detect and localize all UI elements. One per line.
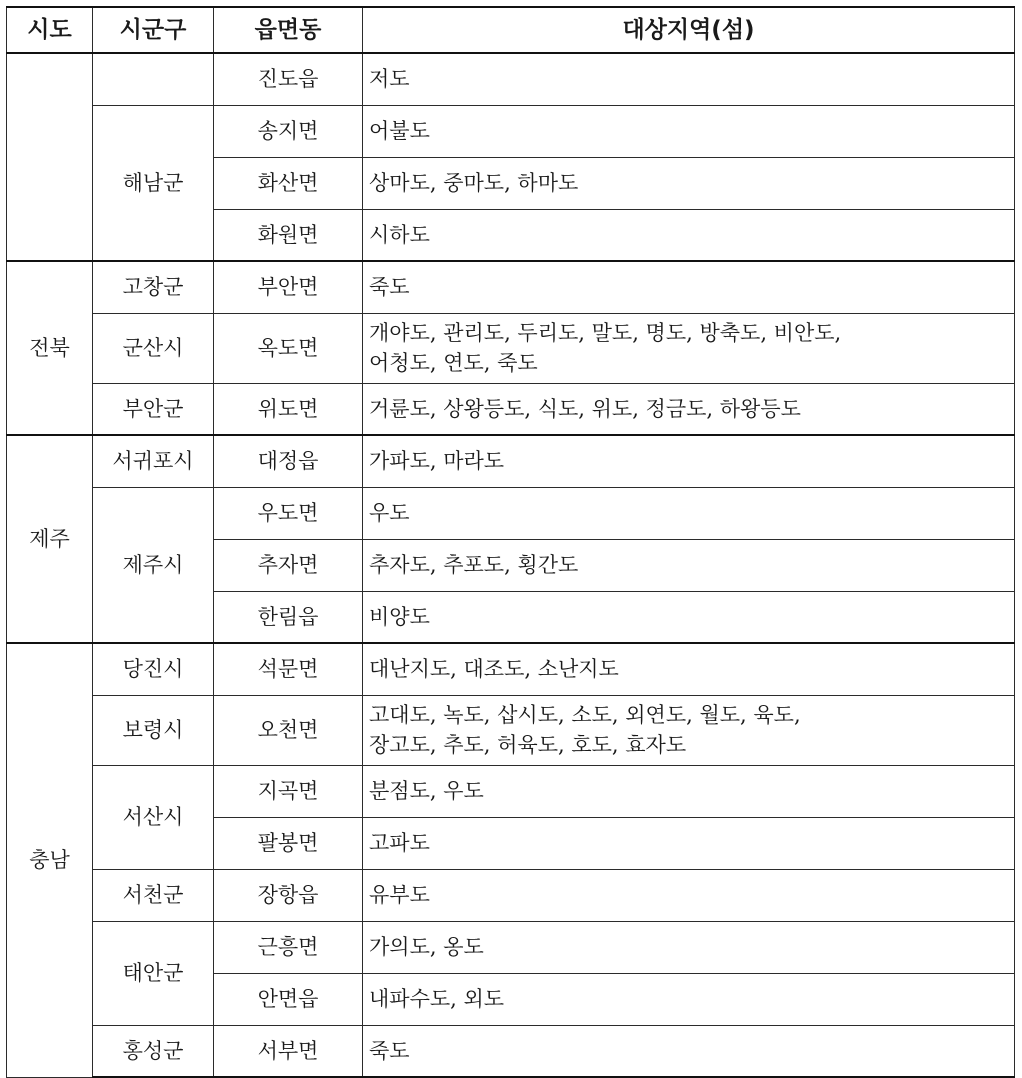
header-sigungu: 시군구: [93, 7, 214, 53]
table-row: [7, 765, 1015, 817]
table-row: [7, 921, 1015, 973]
table-row: [7, 1025, 1015, 1077]
target-area-cell: 우도: [363, 487, 1015, 539]
eupmyeondong-cell: 화원면: [214, 209, 363, 261]
target-area-line: 장고도, 추도, 허육도, 호도, 효자도: [369, 733, 687, 757]
eupmyeondong-cell: 안면읍: [214, 973, 363, 1025]
table-row: [7, 435, 1015, 487]
target-area-cell: 상마도, 중마도, 하마도: [363, 157, 1015, 209]
header-eupmyeondong: 읍면동: [214, 7, 363, 53]
sigungu-cell: 태안군: [93, 921, 214, 1025]
eupmyeondong-cell: 부안면: [214, 261, 363, 313]
sido-cell: 제주: [7, 435, 93, 643]
table-row: [7, 313, 1015, 383]
target-area-cell: 죽도: [363, 1025, 1015, 1077]
target-area-cell: 저도: [363, 53, 1015, 105]
target-area-cell: [363, 695, 1015, 765]
sigungu-cell: 당진시: [93, 643, 214, 695]
target-area-cell: 어불도: [363, 105, 1015, 157]
eupmyeondong-cell: 위도면: [214, 383, 363, 435]
eupmyeondong-cell: 오천면: [214, 695, 363, 765]
target-area-cell: [363, 313, 1015, 383]
table-row: [7, 383, 1015, 435]
target-area-line: 개야도, 관리도, 두리도, 말도, 명도, 방축도, 비안도,: [369, 321, 842, 345]
eupmyeondong-cell: 장항읍: [214, 869, 363, 921]
target-area-cell: 시하도: [363, 209, 1015, 261]
target-area-cell: 고파도: [363, 817, 1015, 869]
target-area-line: 고대도, 녹도, 삽시도, 소도, 외연도, 월도, 육도,: [369, 703, 801, 727]
sigungu-cell: 군산시: [93, 313, 214, 383]
sigungu-cell: 홍성군: [93, 1025, 214, 1077]
eupmyeondong-cell: 대정읍: [214, 435, 363, 487]
eupmyeondong-cell: 화산면: [214, 157, 363, 209]
target-area-cell: 가파도, 마라도: [363, 435, 1015, 487]
eupmyeondong-cell: 서부면: [214, 1025, 363, 1077]
eupmyeondong-cell: 송지면: [214, 105, 363, 157]
header-target-area: 대상지역(섬): [363, 7, 1015, 53]
sigungu-cell: [93, 53, 214, 105]
eupmyeondong-cell: 석문면: [214, 643, 363, 695]
table-row: [7, 643, 1015, 695]
table-row: [7, 869, 1015, 921]
target-area-cell: 거륜도, 상왕등도, 식도, 위도, 정금도, 하왕등도: [363, 383, 1015, 435]
sigungu-cell: 서귀포시: [93, 435, 214, 487]
eupmyeondong-cell: 옥도면: [214, 313, 363, 383]
sido-cell: 충남: [7, 643, 93, 1077]
sigungu-cell: 고창군: [93, 261, 214, 313]
eupmyeondong-cell: 팔봉면: [214, 817, 363, 869]
target-area-cell: 유부도: [363, 869, 1015, 921]
target-area-cell: 비양도: [363, 591, 1015, 643]
eupmyeondong-cell: 근흥면: [214, 921, 363, 973]
sigungu-cell: 서산시: [93, 765, 214, 869]
eupmyeondong-cell: 우도면: [214, 487, 363, 539]
table-row: [7, 105, 1015, 157]
table-row: [7, 53, 1015, 105]
table-row: [7, 695, 1015, 765]
table-row: [7, 487, 1015, 539]
sigungu-cell: 제주시: [93, 487, 214, 643]
eupmyeondong-cell: 진도읍: [214, 53, 363, 105]
sigungu-cell: 해남군: [93, 105, 214, 261]
eupmyeondong-cell: 한림읍: [214, 591, 363, 643]
island-region-table: [6, 6, 1015, 1078]
target-area-cell: 대난지도, 대조도, 소난지도: [363, 643, 1015, 695]
target-area-cell: 분점도, 우도: [363, 765, 1015, 817]
sido-cell: 전북: [7, 261, 93, 435]
target-area-cell: 내파수도, 외도: [363, 973, 1015, 1025]
eupmyeondong-cell: 지곡면: [214, 765, 363, 817]
sigungu-cell: 보령시: [93, 695, 214, 765]
eupmyeondong-cell: 추자면: [214, 539, 363, 591]
sigungu-cell: 서천군: [93, 869, 214, 921]
sigungu-cell: 부안군: [93, 383, 214, 435]
island-region-table-container: [6, 6, 1015, 1078]
header-sido: 시도: [7, 7, 93, 53]
table-header-row: [7, 7, 1015, 53]
target-area-line: 어청도, 연도, 죽도: [369, 351, 538, 375]
target-area-cell: 가의도, 옹도: [363, 921, 1015, 973]
table-row: [7, 261, 1015, 313]
sido-cell: [7, 53, 93, 261]
target-area-cell: 추자도, 추포도, 횡간도: [363, 539, 1015, 591]
target-area-cell: 죽도: [363, 261, 1015, 313]
